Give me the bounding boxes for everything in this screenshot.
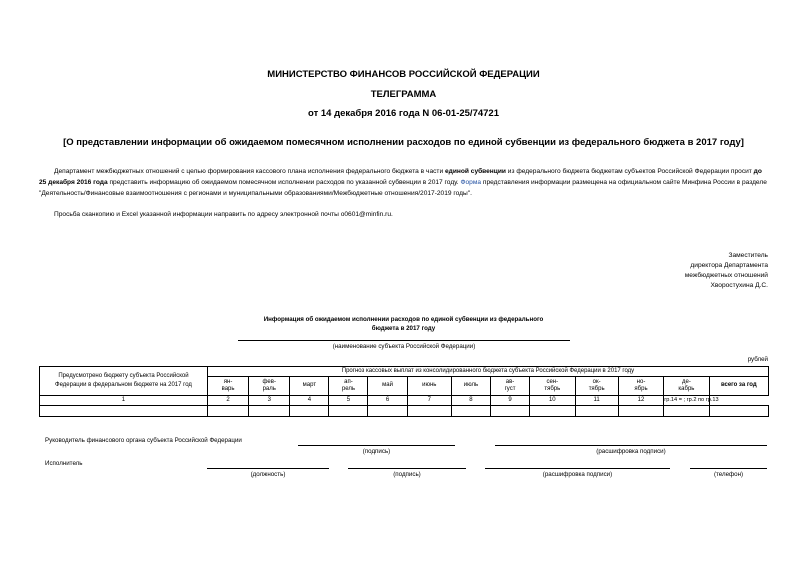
col-number-8: 8: [451, 396, 490, 406]
forecast-table: [39, 366, 769, 417]
table-cell: [207, 406, 248, 417]
signer-name: Хворостухина Д.С.: [710, 282, 768, 289]
table-cell: [709, 406, 768, 417]
executor-position-caption: (должность): [250, 471, 286, 478]
table-cell: [368, 406, 407, 417]
total-formula: гр.14 = ; гр.2 по гр.13: [664, 396, 709, 406]
document-type: ТЕЛЕГРАММА: [370, 89, 437, 100]
month-header-apr: ап- рель: [329, 377, 368, 396]
executor-signature-caption: (подпись): [393, 471, 421, 478]
signer-title-1: Заместитель: [728, 252, 768, 259]
document-subject: [О представлении информации об ожидаемом помесячном исполнении расходов по единой субвенции из федерального бюджета в 2017 году]: [63, 137, 744, 148]
form-title-line-1: Информация об ожидаемом исполнении расходов по единой субвенции из федерального: [263, 316, 544, 323]
signer-title-2: директора Департамента: [690, 262, 768, 269]
p1-text-a: Департамент межбюджетных отношений с целью формирования кассового плана исполнения федерального бюджета в части: [54, 168, 445, 175]
col-number-7: 7: [407, 396, 451, 406]
body-paragraph-2: Просьба сканкопию и Excel указанной информации направить по адресу электронной почты o0601@minfin.ru.: [54, 211, 393, 218]
executor-decode-caption: (расшифровка подписи): [542, 471, 613, 478]
month-header-jan: ян- варь: [207, 377, 248, 396]
subject-name-caption: (наименование субъекта Российской Федерации): [332, 343, 476, 350]
table-cell: [290, 406, 329, 417]
column-header-planned: Предусмотрено бюджету субъекта Российской Федерации в федеральном бюджете на 2017 год: [40, 367, 208, 396]
document-date-number: от 14 декабря 2016 года N 06-01-25/74721: [308, 108, 499, 119]
table-cell: [329, 406, 368, 417]
table-header-row-1: [40, 367, 769, 377]
col-number-5: 5: [329, 396, 368, 406]
p1-text-c: из федерального бюджета бюджетам субъектов Российской Федерации просит: [505, 168, 754, 175]
form-title-line-2: бюджета в 2017 году: [371, 325, 436, 332]
table-cell: [249, 406, 290, 417]
month-header-mar: март: [290, 377, 329, 396]
month-header-aug: ав- густ: [491, 377, 530, 396]
executor-label: Исполнитель: [45, 460, 83, 467]
month-header-sep: сен- тябрь: [530, 377, 575, 396]
p1-text-f: представления информации размещена на официальном сайте Минфина России в разделе "Деятельность/Финансовые взаимоотношения с регионами и муниципальными образованиями/Межбюджетные отношения/2017-2019 годы".: [39, 179, 767, 197]
month-header-dec: де- кабрь: [664, 377, 709, 396]
head-decode-caption: (расшифровка подписи): [596, 448, 666, 455]
table-cell: [451, 406, 490, 417]
head-signature-line: [298, 445, 455, 446]
column-header-total: всего за год: [709, 377, 768, 396]
month-header-nov: но- ябрь: [618, 377, 663, 396]
body-paragraph-1: [39, 166, 769, 199]
month-header-oct: ок- тябрь: [575, 377, 618, 396]
head-decode-line: [495, 445, 767, 446]
col-number-1: 1: [40, 396, 208, 406]
table-cell: [491, 406, 530, 417]
table-cell: [40, 406, 208, 417]
month-header-jun: июнь: [407, 377, 451, 396]
ministry-title: МИНИСТЕРСТВО ФИНАНСОВ РОССИЙСКОЙ ФЕДЕРАЦИИ: [267, 69, 540, 80]
col-number-4: 4: [290, 396, 329, 406]
col-number-11: 11: [575, 396, 618, 406]
table-cell: [618, 406, 663, 417]
executor-phone-caption: (телефон): [713, 471, 744, 478]
table-cell: [407, 406, 451, 417]
table-cell: [664, 406, 709, 417]
col-number-12: 12: [618, 396, 663, 406]
col-number-2: 2: [207, 396, 248, 406]
month-header-may: май: [368, 377, 407, 396]
executor-signature-line: [348, 468, 466, 469]
head-signature-caption: (подпись): [362, 448, 391, 455]
table-cell: [530, 406, 575, 417]
col-number-6: 6: [368, 396, 407, 406]
col-number-3: 3: [249, 396, 290, 406]
col-number-9: 9: [491, 396, 530, 406]
p1-bold-deadline: до 25 декабря 2016 года: [39, 168, 762, 186]
p1-text-e: представить информацию об ожидаемом помесячном исполнении расходов по указанной субвенции в 2017 году.: [107, 179, 461, 186]
table-number-row: [40, 396, 769, 406]
column-header-forecast: Прогноз кассовых выплат из консолидированного бюджета субъекта Российской Федерации в 2017 году: [207, 367, 768, 377]
table-data-row: [40, 406, 769, 417]
form-title: [0, 315, 807, 333]
form-link[interactable]: Форма: [460, 179, 482, 186]
month-header-feb: фев- раль: [249, 377, 290, 396]
head-label: Руководитель финансового органа субъекта Российской Федерации: [45, 437, 242, 444]
subject-name-line: [238, 340, 570, 341]
executor-decode-line: [485, 468, 670, 469]
p1-bold-subvention: единой субвенции: [444, 168, 506, 175]
executor-phone-line: [690, 468, 767, 469]
signer-title-3: межбюджетных отношений: [684, 272, 768, 279]
signature-block: [685, 251, 768, 291]
executor-position-line: [207, 468, 329, 469]
unit-label: рублей: [747, 356, 768, 363]
col-number-10: 10: [530, 396, 575, 406]
month-header-jul: июль: [451, 377, 490, 396]
table-cell: [575, 406, 618, 417]
